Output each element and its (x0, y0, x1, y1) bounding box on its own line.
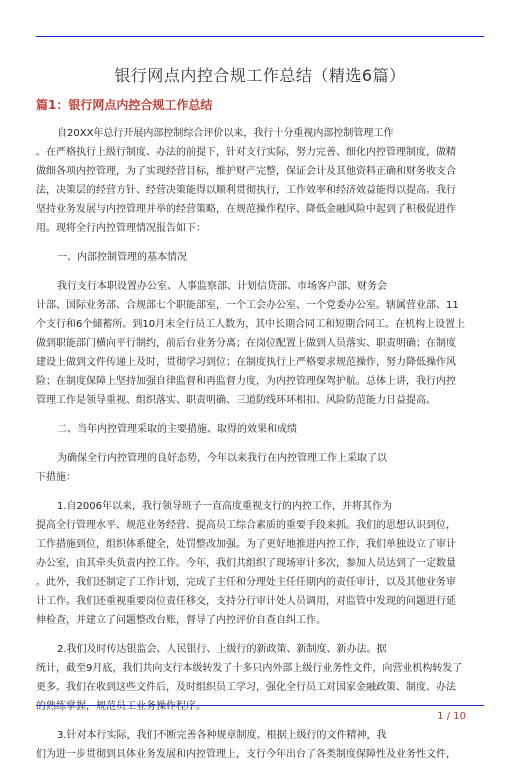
body-line: 险；在制度保障上坚持加强自律监督和再监督力度，为内控管理保驾护航。总体上讲，我行内控 (36, 376, 456, 387)
body-line: 伸检查，并建立了问题整改台账，督导了内控评价自查自纠工作。 (36, 615, 326, 626)
body-line: 更多。我们在收到这些文件后，及时组织员工学习，强化全行员工对国家金融政策、制度、办法 (36, 682, 456, 693)
document-body (36, 124, 484, 764)
body-line: 计工作。我们还重视重要岗位责任移交，支持分行审计处人员调用，对监管中发现的问题进行延 (36, 596, 456, 607)
footer-rule (36, 705, 484, 706)
paragraph-measures-intro (36, 449, 484, 487)
body-line: 。此外，我们还制定了工作计划，完成了主任和分理处主任任期内的责任审计，以及其他业务审 (36, 577, 456, 588)
body-line: 二、当年内控管理采取的主要措施、取得的效果和成绩 (57, 424, 297, 435)
page-number: 1 / 10 (437, 711, 466, 722)
body-line: 一、内部控制管理的基本情况 (57, 252, 187, 263)
body-line: 个支行和6个储蓄所。到10月末全行员工人数为，其中长期合同工和短期合同工。在机构上设置上 (36, 319, 466, 330)
body-line: 用。现将全行内控管理情况报告如下： (36, 223, 206, 234)
body-line: 法，决策层的经营方针、经营决策能得以顺利贯彻执行，工作效率和经济效益能得以提高。我行 (36, 185, 456, 196)
body-line: 我行支行本职设置办公室、人事监察部、计划信贷部、市场客户部、财务会 (57, 281, 387, 292)
subheading-2 (36, 420, 484, 439)
body-line: 坚持业务发展与内控管理并举的经营策略，在规范操作程序、降低金融风险中起到了积极促进作 (36, 204, 456, 215)
body-line: 管理工作是领导重视、组织落实、职责明确、三道防线环环相扣、风险防范能力日益提高。 (36, 395, 436, 406)
body-line: 提高全行管理水平、规范业务经营、提高员工综合素质的重要手段来抓。我们的思想认识到位， (36, 520, 456, 531)
paragraph-basic-info (36, 277, 484, 410)
subheading-1 (36, 248, 484, 267)
body-line: 的熟练掌握，规范员工业务操作程序。 (36, 701, 206, 712)
body-line: 下措施： (36, 472, 76, 483)
section-heading: 篇1：银行网点内控合规工作总结 (36, 98, 213, 112)
body-line: 建设上做到文件传递上及时，贯彻学习到位；在制度执行上严格要求规范操作，努力降低操作风 (36, 357, 456, 368)
body-line: 做细各项内控管理，为了实现经营目标，维护财产完整，保证会计及其他资料正确和财务收支合 (36, 166, 456, 177)
paragraph-intro (36, 124, 484, 238)
body-line: 自20XX年总行开展内部控制综合评价以来，我行十分重视内部控制管理工作 (57, 128, 394, 139)
body-line: 。在严格执行上级行制度、办法的前提下，针对支行实际，努力完善、细化内控管理制度，做精 (36, 147, 456, 158)
body-line: 为确保全行内控管理的良好态势，今年以来我行在内控管理工作上采取了以 (57, 453, 387, 464)
body-line: 们为进一步贯彻到具体业务发展和内控管理上，支行今年出台了各类制度保障性及业务性文件， (36, 749, 456, 760)
paragraph-measure-3 (36, 726, 484, 764)
document-title: 银行网点内控合规工作总结（精选6篇） (114, 66, 406, 85)
body-line: 1.自2006年以来，我行领导班子一直高度重视支行的内控工作，并将其作为 (57, 501, 392, 512)
body-line: 计部、国际业务部、合规部七个职能部室，一个工会办公室、一个党委办公室。辖属营业部、11 (36, 300, 459, 311)
body-line: 办公室，由其牵头负责内控工作。今年，我们共组织了现场审计多次，参加人员达到了一定数量 (36, 558, 456, 569)
body-line: 2.我们及时传达银监会、人民银行、上级行的新政策、新制度、新办法。据 (57, 644, 387, 655)
header-rule (36, 36, 484, 37)
body-line: 做到职能部门横向平行制约，前后台业务分离；在岗位配置上做到人员落实、职责明确；在制度 (36, 338, 456, 349)
body-line: 3.针对本行实际，我们不断完善各种规章制度。根据上级行的文件精神，我 (57, 730, 387, 741)
paragraph-measure-1 (36, 497, 484, 630)
body-line: 工作措施到位，组织体系健全，处罚整改加强。为了更好地推进内控工作，我们单独设立了审计 (36, 539, 456, 550)
body-line: 统计，截至9月底，我们共向支行本级转发了十多只内外部上级行业务性文件，向营业机构转发了 (36, 663, 463, 674)
